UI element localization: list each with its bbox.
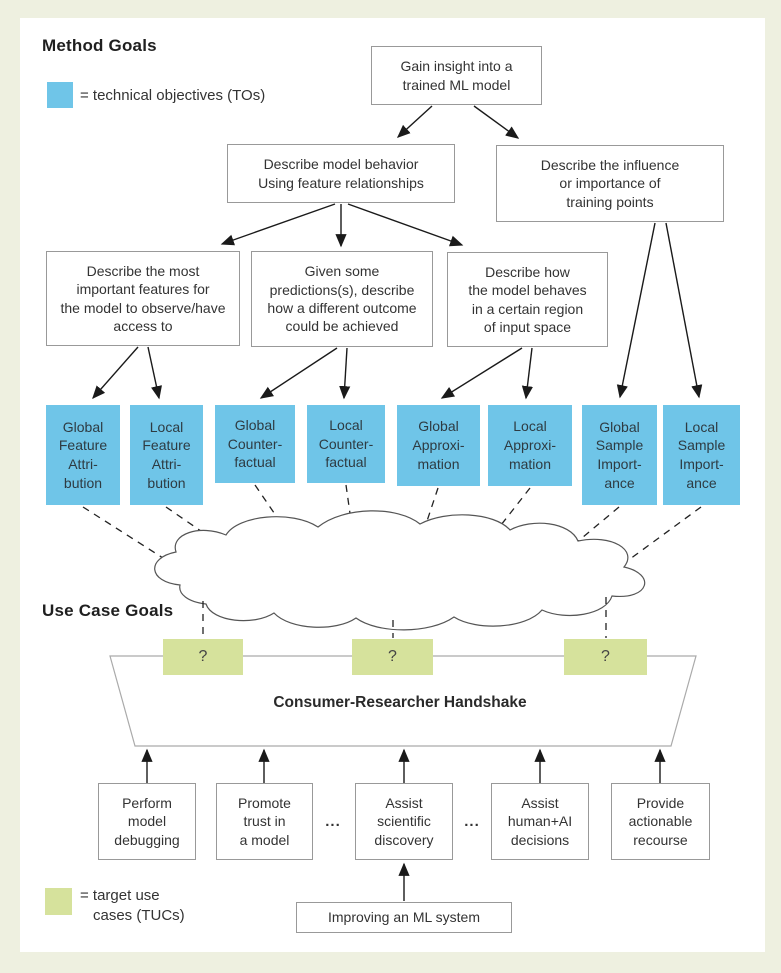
node-gain-insight: Gain insight into a trained ML model	[371, 46, 542, 105]
tuc-legend-line1: = target use	[80, 887, 160, 904]
node-region-behavior: Describe how the model behaves in a certain region of input space	[447, 252, 608, 347]
use-case-goals-heading: Use Case Goals	[42, 601, 174, 620]
node-describe-influence: Describe the influence or importance of training points	[496, 145, 724, 222]
tuc-legend-label	[80, 886, 185, 927]
to-box-global-feature-attribution: Global Feature Attri- bution	[46, 405, 120, 505]
ellipsis-right: ...	[464, 813, 480, 830]
use-case-box-actionable-recourse: Provide actionable recourse	[611, 783, 710, 860]
node-improving-ml-system: Improving an ML system	[296, 902, 512, 933]
tuc-question-box-3	[564, 639, 647, 675]
node-important-features: Describe the most important features for the model to observe/have access to	[46, 251, 240, 346]
use-case-box-scientific-discovery: Assist scientific discovery	[355, 783, 453, 860]
ellipsis-left: ...	[325, 813, 341, 830]
method-goals-heading: Method Goals	[42, 36, 157, 55]
tuc-question-box-2	[352, 639, 433, 675]
use-case-box-human-ai-decisions: Assist human+AI decisions	[491, 783, 589, 860]
use-case-box-promote-trust: Promote trust in a model	[216, 783, 313, 860]
tuc-question-box-1	[163, 639, 243, 675]
node-different-outcome: Given some predictions(s), describe how a different outcome could be achieved	[251, 251, 433, 347]
question-mark: ?	[198, 648, 208, 665]
tuc-legend-line2: cases (TUCs)	[93, 907, 185, 925]
use-case-box-model-debugging: Perform model debugging	[98, 783, 196, 860]
to-box-global-sample-importance: Global Sample Import- ance	[582, 405, 657, 505]
to-box-local-feature-attribution: Local Feature Attri- bution	[130, 405, 203, 505]
question-mark: ?	[388, 648, 397, 665]
tuc-legend-swatch	[45, 888, 72, 915]
to-box-global-counterfactual: Global Counter- factual	[215, 405, 295, 483]
cloud-shape	[155, 511, 645, 630]
to-box-local-counterfactual: Local Counter- factual	[307, 405, 385, 483]
to-box-local-approximation: Local Approxi- mation	[488, 405, 572, 486]
to-box-global-approximation: Global Approxi- mation	[397, 405, 480, 486]
handshake-title: Consumer-Researcher Handshake	[273, 694, 527, 711]
node-describe-behavior: Describe model behavior Using feature relationships	[227, 144, 455, 203]
question-mark: ?	[601, 648, 610, 665]
to-legend-swatch	[47, 82, 73, 108]
to-legend-label: = technical objectives (TOs)	[80, 87, 266, 104]
to-box-local-sample-importance: Local Sample Import- ance	[663, 405, 740, 505]
